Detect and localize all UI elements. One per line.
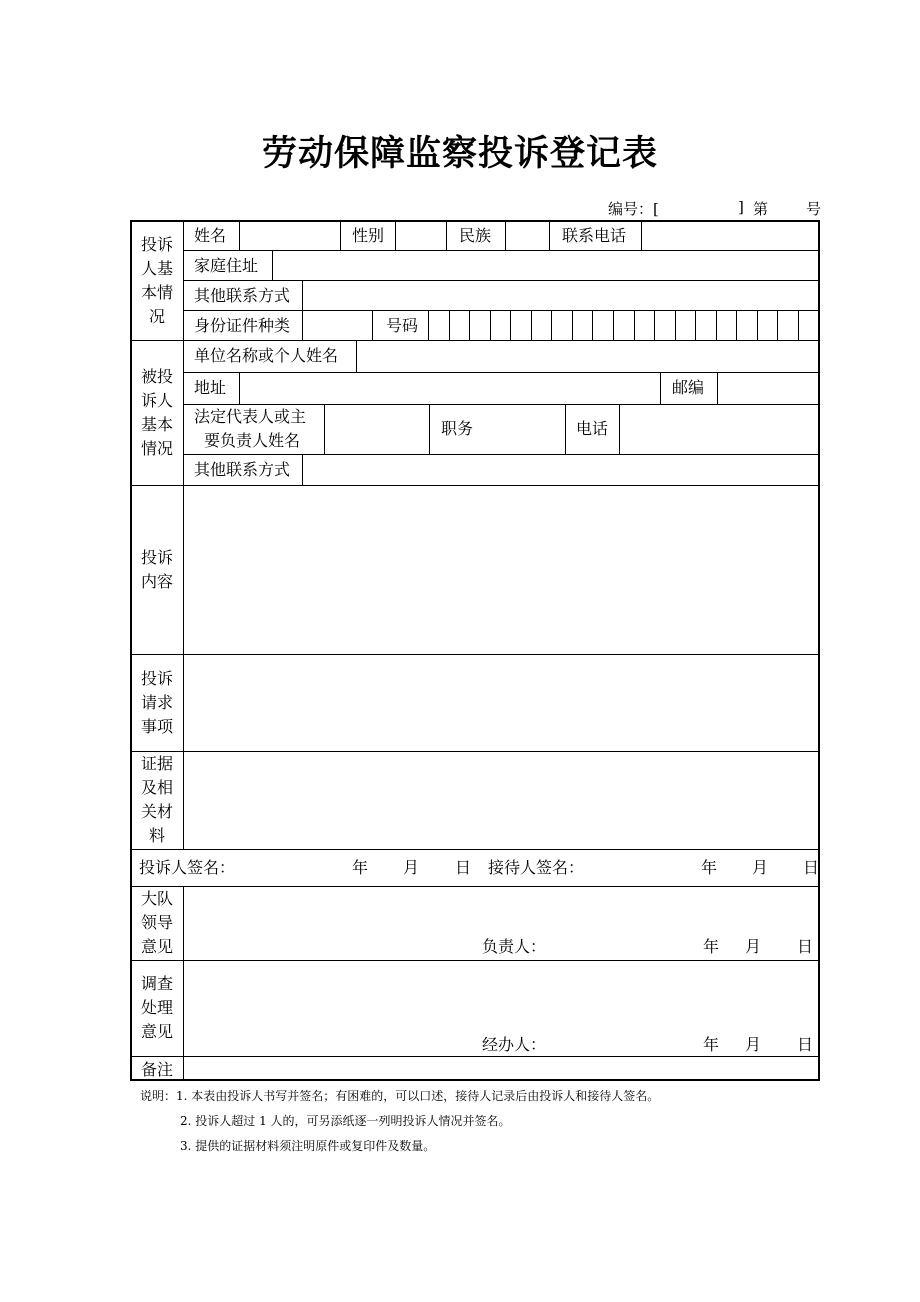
serial-bracket-close: ]: [738, 198, 744, 216]
team-opinion-label: 大队 领导 意见: [140, 889, 173, 956]
respondent-phone-field[interactable]: [620, 405, 818, 453]
complainant-section-label: 投诉 人基 本情 况: [140, 235, 173, 326]
evidence-field[interactable]: [184, 752, 818, 848]
serial-label: 编号：[: [608, 200, 659, 218]
id-digit-cell[interactable]: [429, 311, 449, 339]
serial-number: [608, 198, 820, 218]
respondent-phone-label: 电话: [576, 419, 609, 438]
complaint-request-field[interactable]: [184, 655, 818, 750]
id-digit-cell[interactable]: [717, 311, 736, 339]
investigation-month: 月: [745, 1035, 762, 1054]
team-opinion-day: 日: [797, 937, 814, 956]
home-address-label: 家庭住址: [194, 256, 259, 275]
investigation-opinion-field[interactable]: [184, 961, 818, 1027]
team-opinion-signer: 负责人：: [482, 937, 547, 956]
serial-hao: 号: [806, 200, 822, 218]
note-2: 2. 投诉人超过 1 人的，可另添纸逐一列明投诉人情况并签名。: [180, 1114, 511, 1128]
receiver-sign-year: 年: [701, 858, 718, 877]
id-number-label: 号码: [386, 316, 419, 335]
investigation-year: 年: [703, 1035, 720, 1054]
id-digit-cell[interactable]: [655, 311, 675, 339]
complaint-request-label: 投诉 请求 事项: [140, 669, 173, 736]
id-digit-cell[interactable]: [450, 311, 469, 339]
name-label: 姓名: [194, 226, 227, 245]
ethnicity-field[interactable]: [506, 221, 548, 249]
serial-di: 第: [753, 200, 769, 218]
respondent-section-label: 被投 诉人 基本 情况: [140, 367, 173, 458]
legal-rep-field[interactable]: [325, 405, 428, 453]
id-digit-cell[interactable]: [635, 311, 654, 339]
remarks-label: 备注: [140, 1060, 173, 1079]
unit-name-field[interactable]: [357, 341, 818, 371]
complainant-signature-label: 投诉人签名：: [139, 858, 236, 877]
complainant-phone-field[interactable]: [642, 221, 818, 249]
id-digit-cell[interactable]: [470, 311, 490, 339]
name-field[interactable]: [240, 221, 339, 249]
position-label: 职务: [441, 419, 474, 438]
evidence-label: 证据 及相 关材 料: [140, 754, 173, 845]
respondent-address-field[interactable]: [240, 373, 659, 403]
postcode-field[interactable]: [718, 373, 818, 403]
id-type-label: 身份证件种类: [194, 316, 291, 335]
complainant-sign-year: 年: [352, 858, 369, 877]
note-1: 说明：1. 本表由投诉人书写并签名；有困难的，可以口述，接待人记录后由投诉人和接待人签名。: [140, 1089, 660, 1103]
home-address-field[interactable]: [273, 251, 818, 279]
team-opinion-year: 年: [703, 937, 720, 956]
note-3: 3. 提供的证据材料须注明原件或复印件及数量。: [180, 1139, 436, 1153]
team-opinion-field[interactable]: [184, 887, 818, 931]
postcode-label: 邮编: [672, 378, 705, 397]
position-field[interactable]: [490, 405, 564, 453]
receiver-signature-label: 接待人签名：: [488, 858, 585, 877]
respondent-other-contact-label: 其他联系方式: [194, 460, 291, 479]
remarks-field[interactable]: [184, 1057, 818, 1079]
legal-rep-label: 法定代表人或主 要负责人姓名: [194, 407, 307, 450]
id-digit-cell[interactable]: [491, 311, 510, 339]
investigation-day: 日: [797, 1035, 814, 1054]
complainant-other-contact-label: 其他联系方式: [194, 286, 291, 305]
id-type-field[interactable]: [303, 311, 371, 339]
form-title: 劳动保障监察投诉登记表: [261, 133, 658, 174]
id-digit-cell[interactable]: [676, 311, 695, 339]
complainant-other-contact-field[interactable]: [303, 281, 818, 309]
respondent-other-contact-field[interactable]: [303, 455, 818, 484]
investigation-opinion-label: 调查 处理 意见: [140, 974, 173, 1041]
complainant-sign-month: 月: [403, 858, 420, 877]
id-digit-cell[interactable]: [552, 311, 572, 339]
id-digit-cell[interactable]: [573, 311, 592, 339]
complainant-sign-day: 日: [455, 858, 472, 877]
unit-name-label: 单位名称或个人姓名: [194, 346, 339, 365]
team-opinion-month: 月: [745, 937, 762, 956]
receiver-sign-day: 日: [803, 858, 820, 877]
complainant-phone-label: 联系电话: [562, 226, 627, 245]
investigation-signer: 经办人：: [482, 1035, 547, 1054]
receiver-signature-field[interactable]: [584, 851, 694, 884]
complaint-content-field[interactable]: [184, 486, 818, 653]
respondent-address-label: 地址: [194, 378, 227, 397]
receiver-sign-month: 月: [752, 858, 769, 877]
id-digit-cell[interactable]: [696, 311, 716, 339]
id-digit-cell[interactable]: [778, 311, 798, 339]
id-digit-cell[interactable]: [532, 311, 551, 339]
gender-label: 性别: [352, 226, 385, 245]
id-digit-cell[interactable]: [758, 311, 777, 339]
ethnicity-label: 民族: [459, 226, 492, 245]
id-digit-cell[interactable]: [511, 311, 531, 339]
id-digit-cell[interactable]: [737, 311, 757, 339]
gender-field[interactable]: [396, 221, 445, 249]
id-digit-cell[interactable]: [614, 311, 634, 339]
complaint-content-label: 投诉 内容: [140, 548, 173, 591]
complainant-signature-field[interactable]: [236, 851, 346, 884]
id-digit-cell[interactable]: [593, 311, 613, 339]
